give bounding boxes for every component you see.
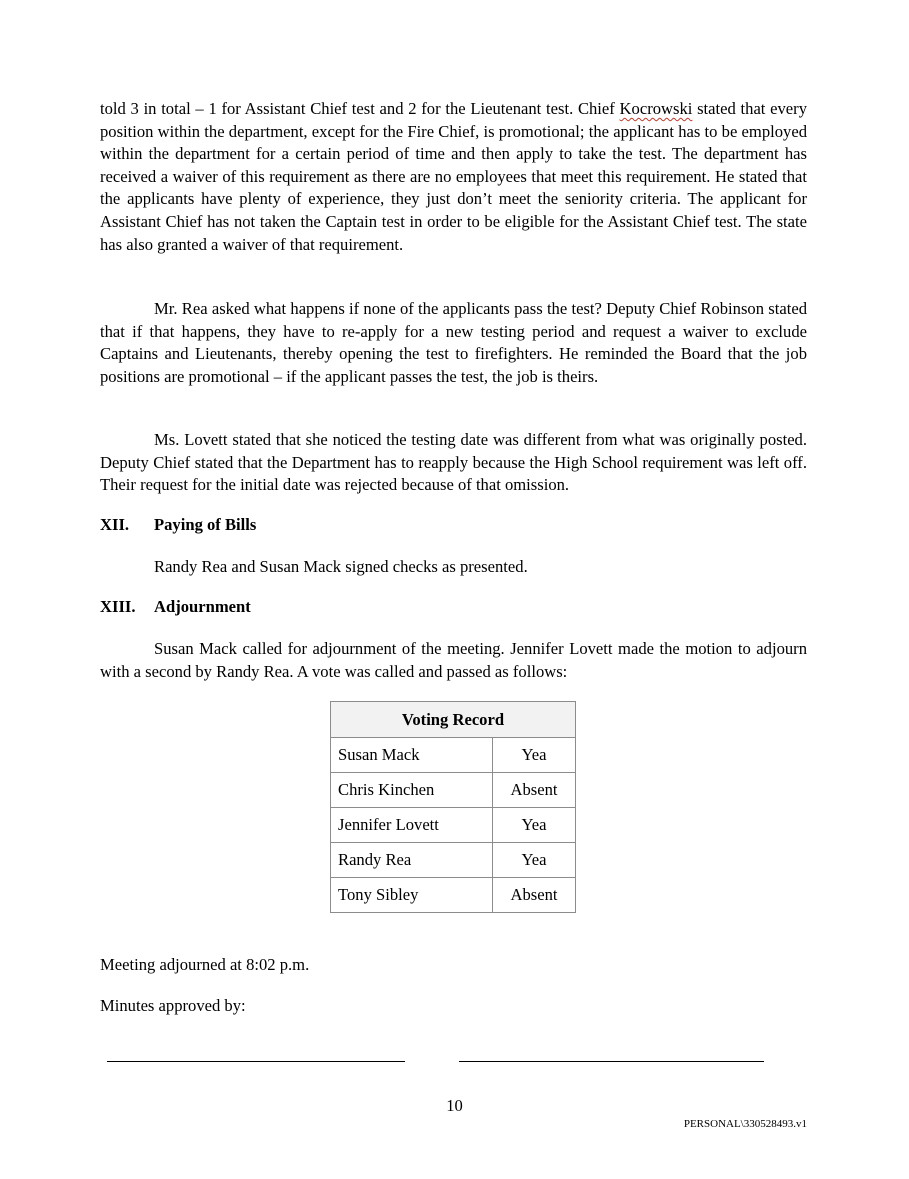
adjourned-time: Meeting adjourned at 8:02 p.m. (100, 955, 310, 974)
table-row (331, 808, 576, 843)
voter-name: Chris Kinchen (331, 773, 493, 808)
table-row (331, 843, 576, 878)
page-number: 10 (446, 1096, 463, 1115)
paragraph-rea-question: Mr. Rea asked what happens if none of the applicants pass the test? Deputy Chief Robinson stated that if that happens, they have to re-apply for a new testing period and request a waiver to exclude Captains and Lieutenants, thereby opening the test to firefighters. He reminded the Board that the job positions are promotional – if the applicant passes the test, the job is theirs. (100, 299, 807, 386)
vote-value: Absent (493, 878, 576, 913)
section-heading-paying-of-bills (100, 515, 256, 535)
paragraph-checks-signed: Randy Rea and Susan Mack signed checks as presented. (154, 557, 528, 576)
vote-value: Absent (493, 773, 576, 808)
table-row (331, 738, 576, 773)
table-header-row (331, 702, 576, 738)
vote-value: Yea (493, 843, 576, 878)
paragraph-waiver (100, 98, 807, 256)
section-number: XIII. (100, 597, 136, 616)
paragraph-text: told 3 in total – 1 for Assistant Chief test and 2 for the Lieutenant test. Chief (100, 99, 620, 118)
spellcheck-flagged-word: Kocrowski (619, 99, 693, 118)
signature-line-right (459, 1061, 764, 1062)
section-number: XII. (100, 515, 130, 534)
voter-name: Tony Sibley (331, 878, 493, 913)
vote-value: Yea (493, 738, 576, 773)
voter-name: Susan Mack (331, 738, 493, 773)
voter-name: Jennifer Lovett (331, 808, 493, 843)
table-row (331, 773, 576, 808)
section-title: Paying of Bills (154, 515, 257, 534)
paragraph-lovett-testing-date: Ms. Lovett stated that she noticed the testing date was different from what was originally posted. Deputy Chief stated that the Department has to reapply because the High School requirement was left off. Their request for the initial date was rejected because of that omission. (100, 430, 807, 495)
paragraph-adjournment-motion: Susan Mack called for adjournment of the meeting. Jennifer Lovett made the motion to adjourn with a second by Randy Rea. A vote was called and passed as follows: (100, 639, 807, 681)
paragraph-text: stated that every position within the department, except for the Fire Chief, is promotional; the applicant has to be employed within the department for a certain period of time and then apply to take the test. The department has received a waiver of this requirement as there are no employees that meet this requirement. He stated that the applicants have plenty of experience, they just don’t meet the seniority criteria. The applicant for Assistant Chief has not taken the Captain test in order to be eligible for the Assistant Chief test. The state has also granted a waiver of that requirement. (100, 99, 807, 254)
voting-record-table (330, 701, 576, 913)
signature-line-left (107, 1061, 405, 1062)
table-row (331, 878, 576, 913)
minutes-approved-label: Minutes approved by: (100, 996, 246, 1015)
voter-name: Randy Rea (331, 843, 493, 878)
vote-value: Yea (493, 808, 576, 843)
table-header: Voting Record (331, 702, 576, 738)
document-id: PERSONAL\330528493.v1 (683, 1118, 807, 1130)
section-heading-adjournment (100, 597, 251, 617)
section-title: Adjournment (154, 597, 251, 616)
